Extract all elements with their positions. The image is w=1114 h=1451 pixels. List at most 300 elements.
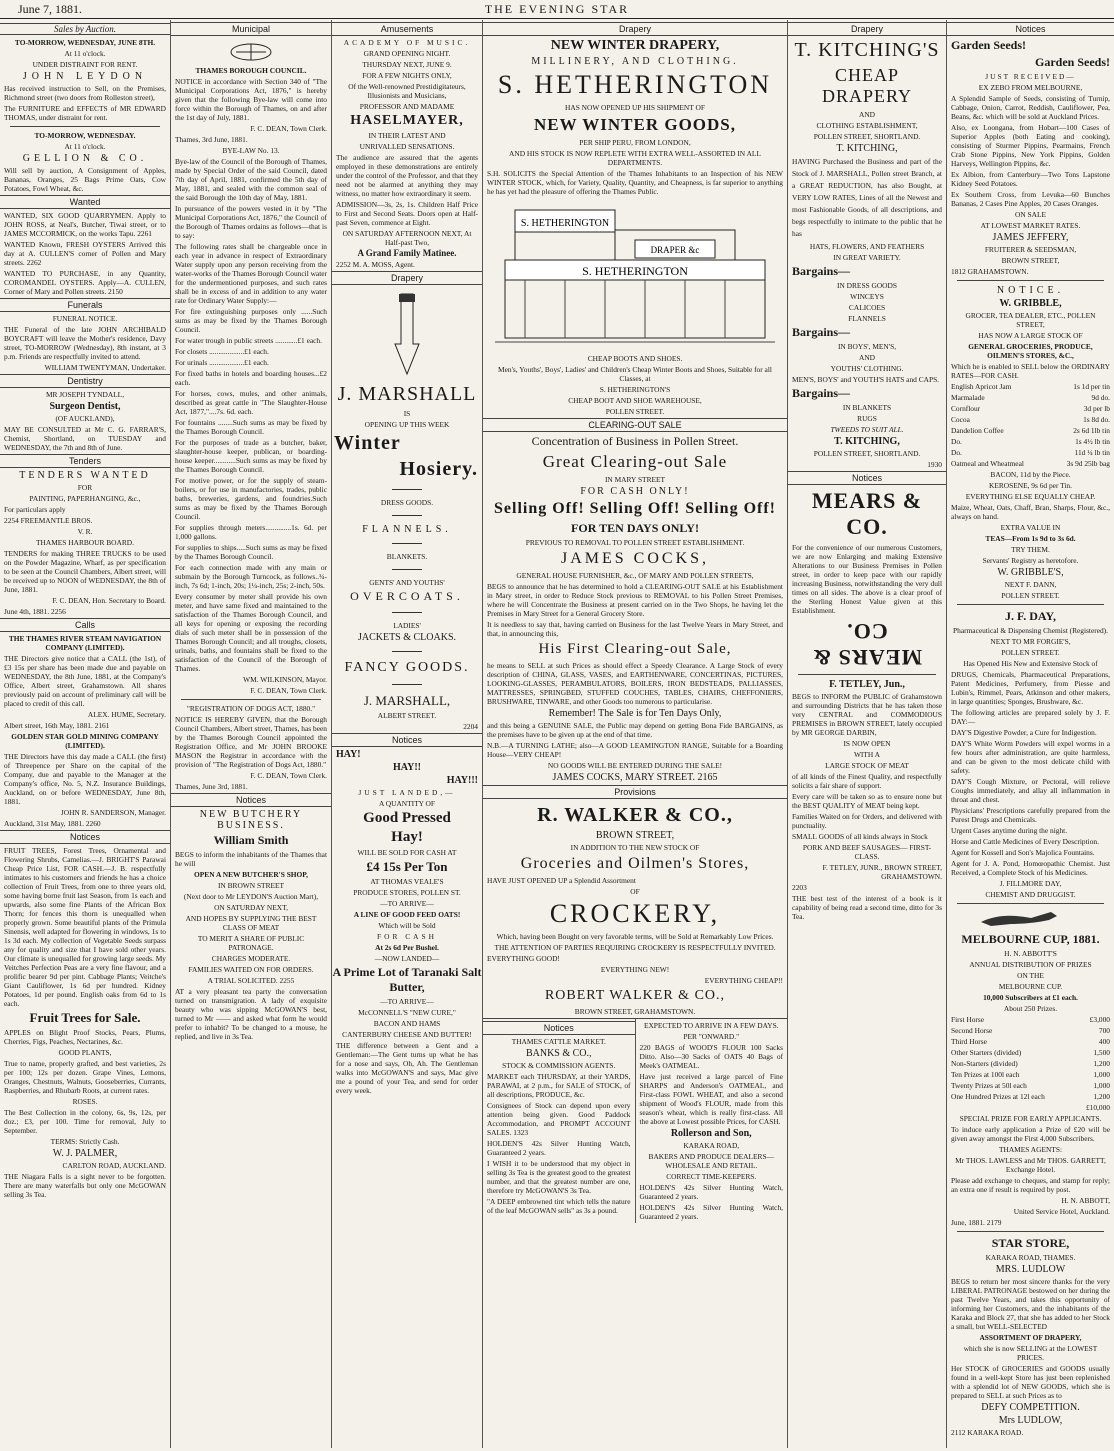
cocks-text: NO GOODS WILL BE ENTERED DURING THE SALE!	[547, 761, 723, 770]
cocks-text: he means to SELL at such Prices as should effect a Speedy Clearance. A Large Stock of every description of CHINA, GLASS, VASES, and EARTHENWARE, CONCERTINAS, PICTURES, LOOKING-GLASSES, PERAMBULATORS, BOILERS, IRON BEDSTEADS, PALLIASSES, MATTRESSES, SPRINGBED, STUFFED COUCHES, TABLES, CHAIRS, CHEFFONIERS, BRUSHWARE, TINWARE, and other Goods too numerous to particularise.	[487, 661, 783, 706]
marshall-opening: OPENING UP THIS WEEK	[364, 420, 450, 429]
gribble-teas: TEAS—From 1s 9d to 3s 6d.	[985, 534, 1076, 543]
banks-name: BANKS & CO.,	[525, 1048, 592, 1059]
seeds-text: AT LOWEST MARKET RATES.	[980, 221, 1081, 230]
prize-row	[951, 1059, 1110, 1068]
kitching-address: POLLEN STREET, SHORTLAND.	[813, 449, 921, 458]
dentist-text: MAY BE CONSULTED at Mr C. G. FARRAR'S, Chemist, Shortland, on TUESDAY and WEDNESDAY, the 7th and 8th of June.	[4, 425, 166, 452]
hay-text: At 2s 6d Per Bushel.	[375, 943, 439, 952]
star-store-ref: 2112 KARAKA ROAD.	[951, 1428, 1024, 1437]
gribble-text: BACON, 11d by the Piece.	[990, 470, 1071, 479]
racehorse-icon	[971, 908, 1091, 928]
auction-date: TO-MORROW, WEDNESDAY.	[34, 131, 136, 140]
butchery-title: NEW BUTCHERY BUSINESS.	[199, 809, 303, 831]
tea-ad: THE Niagara Falls is a sight never to be forgotten. There are many waterfalls but only one McGOWAN selling 3s Tea.	[4, 1172, 166, 1199]
section-municipal: Municipal	[171, 22, 331, 36]
price-row-value: 3d per lb	[1083, 404, 1110, 413]
prize-row	[951, 1048, 1110, 1057]
prize-row	[951, 1026, 1110, 1035]
fruit-trees-text: APPLES on Blight Proof Stocks, Pears, Plums, Cherries, Figs, Peaches, Nectarines, &c.	[4, 1028, 166, 1046]
cocks-text: IN MARY STREET	[604, 475, 666, 484]
notices-right	[636, 1019, 788, 1223]
clerk-signature: F. C. DEAN, Town Clerk.	[250, 686, 327, 695]
bylaw-rate: For horses, cows, mules, and other animals, described as great cattle in "The Slaughter-House Act, 1877,"....7s. 6d. each.	[175, 389, 327, 416]
auction-text: Will sell by auction, A Consignment of Apples, Bananas, Oranges, 25 Bags Prime Oats, Cow Potatoes, Fowl Wheat, &c.	[4, 166, 166, 193]
section-notices: Notices	[947, 22, 1114, 36]
clerk-signature: F. C. DEAN, Town Clerk.	[250, 771, 327, 780]
bargains-label: Bargains—	[792, 264, 851, 278]
bylaw-text: Bye-law of the Council of the Borough of Thames, made by Special Order of the said Council, dated 7th day of April, 1881, confirmed the 5th day of May, 1881, and sealed with the common seal of the said Borough the 10th day of May, 1881.	[175, 157, 327, 202]
kitching-drapery: CHEAP DRAPERY	[821, 65, 913, 106]
bylaw-title: BYE-LAW No. 13.	[222, 146, 280, 155]
gribble-name: W. GRIBBLE,	[999, 298, 1062, 309]
price-row-label: Cocoa	[951, 415, 970, 424]
product-line: LADIES'	[393, 621, 421, 630]
hetherington-text: HAS NOW OPENED UP HIS SHIPMENT OF	[565, 103, 705, 112]
tetley-text: SMALL GOODS of all kinds always in Stock	[792, 832, 928, 841]
cup-signature: United Service Hotel, Auckland.	[1013, 1207, 1110, 1216]
tetley-stock: LARGE STOCK OF MEAT	[825, 761, 909, 770]
boots-shop: S. HETHERINGTON'S	[599, 385, 671, 394]
cup-total: £10,000	[1085, 1103, 1110, 1112]
section-funerals: Funerals	[0, 298, 170, 312]
cocks-text: BEGS to announce that he has determined to hold a CLEARING-OUT SALE at his Establishment in Mary street, in order to Reduce Stock previous to REMOVAL to his Pollen Street Premises, where he will Concentrate the Business at present carried on in the Two Shops, he having let the Premises in Mary Street for a General Grocery Store.	[487, 582, 783, 618]
hay-price: £4 15s Per Ton	[366, 859, 448, 874]
notices-left	[483, 1019, 636, 1223]
section-drapery: Drapery	[788, 22, 946, 36]
walker-address: BROWN STREET, GRAHAMSTOWN.	[574, 1007, 696, 1016]
price-row-label: English Apricot Jam	[951, 382, 1012, 391]
butchery-text: BEGS to inform the inhabitants of the Thames that he will	[175, 850, 327, 868]
cup-text: SPECIAL PRIZE FOR EARLY APPLICANTS.	[959, 1114, 1102, 1123]
show-text: PROFESSOR AND MADAME	[359, 102, 455, 111]
cup-prize-list	[947, 1015, 1114, 1101]
council-title: THAMES BOROUGH COUNCIL.	[195, 66, 307, 75]
cocks-duration: FOR TEN DAYS ONLY!	[571, 521, 699, 535]
ludlow-name: MRS. LUDLOW	[995, 1264, 1066, 1275]
bylaw-rate: For fixed baths in hotels and boarding houses...£2 each.	[175, 369, 327, 387]
prize-row-value: 400	[1098, 1037, 1110, 1046]
prize-row-label: Third Horse	[951, 1037, 987, 1046]
divider	[392, 543, 422, 544]
auction-text: The FURNITURE and EFFECTS of MR EDWARD THOMAS, under distraint for rent.	[4, 104, 166, 122]
marshall-address: ALBERT STREET.	[377, 711, 437, 720]
seller-name: W. J. PALMER,	[52, 1148, 118, 1159]
seeds-text: A Splendid Sample of Seeds, consisting of Turnip, Cabbage, Onion, Carrot, Reddish, Cauliflower, Pea, Beans, &c. which will be sold at Auckland Prices.	[951, 94, 1110, 121]
prize-row	[951, 1081, 1110, 1090]
walker-block	[483, 801, 787, 1018]
day-text: Agent for Kossell and Son's Majolica Fountains.	[951, 848, 1095, 857]
divider	[181, 699, 321, 700]
section-clearing-out-sale: CLEARING-OUT SALE	[483, 418, 787, 432]
tetley-signature: F. TETLEY, JUNR., BROWN STREET, GRAHAMSTOWN.	[822, 863, 942, 881]
tetley-text: Every care will be taken so as to ensure none but the BEST QUALITY of MEAT being kept.	[792, 792, 942, 810]
council-date: Thames, 3rd June, 1881.	[175, 135, 248, 144]
butcher-name: William Smith	[213, 833, 289, 847]
cup-text: ANNUAL DISTRIBUTION OF PRIZES	[969, 960, 1092, 969]
price-row	[951, 404, 1110, 413]
bargain-item: IN BOYS', MEN'S,	[837, 342, 897, 351]
product-line: FANCY GOODS.	[344, 660, 470, 675]
column-6	[947, 20, 1114, 1448]
price-row-label: Do.	[951, 437, 962, 446]
prize-row-label: Ten Prizes at 100l each	[951, 1070, 1020, 1079]
masthead	[0, 0, 1114, 19]
seeds-title: Garden Seeds!	[1035, 55, 1110, 69]
cup-text: To induce early application a Prize of £20 will be given away amongst the First 4,000 Subscribers.	[951, 1125, 1110, 1143]
walker-text: OF	[630, 887, 640, 896]
butchery-location: (Next door to Mr LEYDON'S Auction Mart),	[183, 892, 319, 901]
day-text: POLLEN STREET.	[1001, 648, 1060, 657]
day-name: J. F. DAY,	[1004, 609, 1057, 623]
star-store-text: Her STOCK of GROCERIES and GOODS usually found in a well-kept Store has just been replenished with a splendid lot of NEW GOODS, which she is prepared to SELL at such Prices as to	[951, 1364, 1110, 1400]
price-row-value: 1s 1d per tin	[1073, 382, 1110, 391]
day-text: DAY'S White Worm Powders will expel worms in a few hours after administration, are quite harmless, and can be given to the most delicate child with safety.	[951, 739, 1110, 775]
cup-text: MELBOURNE CUP.	[998, 982, 1063, 991]
market-title: THAMES CATTLE MARKET.	[511, 1037, 606, 1046]
cocks-text: It is needless to say that, having carried on Business for the last Twelve Years in Mary Street, and that, in announcing this,	[487, 620, 783, 638]
wanted-ad: WANTED, SIX GOOD QUARRYMEN. Apply to JOHN ROSS, at Neal's, Butcher, Tiwai street, or to JAMES MCCORMICK, on the works Tapu. 2261	[4, 211, 166, 238]
hay-text: BACON AND HAMS	[373, 1019, 441, 1028]
divider	[10, 126, 160, 127]
prize-row-value: 1,500	[1093, 1048, 1110, 1057]
walker-name: R. WALKER & CO.,	[537, 804, 733, 826]
cup-subscribers: 10,000 Subscribers at £1 each.	[983, 993, 1078, 1002]
royal-mark: V. R.	[77, 527, 93, 536]
bylaw-rate: For supplies to ships.....Such sums as may be fixed by the Thames Borough Council.	[175, 543, 327, 561]
bargain-item: MEN'S, BOYS' and YOUTH'S HATS and CAPS.	[792, 375, 940, 384]
day-text: Has Opened His New and Extensive Stock of	[963, 659, 1098, 668]
seeds-text: Ex Albion, from Canterbury—Two Tons Lapstone Kidney Seed Potatoes.	[951, 170, 1110, 188]
winter-word: Winter	[334, 432, 401, 454]
gribble-text: GENERAL GROCERIES, PRODUCE, OILMEN'S STORES, &C.,	[968, 342, 1093, 360]
price-row	[951, 437, 1110, 446]
seller-address: CARLTON ROAD, AUCKLAND.	[62, 1161, 166, 1170]
dogs-act-title: "REGISTRATION OF DOGS ACT, 1880."	[186, 704, 316, 713]
cup-signature: H. N. ABBOTT,	[1061, 1196, 1110, 1205]
tea-ad: "A DEEP embrowned tint which tells the nature of the leaf McGOWAN sells" as 3s a pound.	[487, 1197, 631, 1215]
hay-text: A QUANTITY OF	[379, 799, 435, 808]
column-2	[171, 20, 332, 1448]
auction-distraint: UNDER DISTRAINT FOR RENT.	[32, 60, 138, 69]
call-ref: Albert street, 16th May, 1881. 2161	[4, 721, 110, 730]
show-text: FOR A FEW NIGHTS ONLY,	[362, 71, 452, 80]
hay-line: HAY!!!	[446, 775, 478, 786]
price-row	[951, 448, 1110, 457]
day-text: DAY'S Cough Mixture, or Pectoral, will relieve Coughs immediately, and allay all inflammation in throat and chest.	[951, 777, 1110, 804]
seeds-text: Also, ex Loongana, from Hobart—100 Cases of Superior Apples (both Eating and cooking), consisting of Sturmer Pippins, Pearmains, French Crab Stone Pippins, New York Pippins, Golden Harveys, Wellington Pippins, &c.	[951, 123, 1110, 168]
cup-text: H. N. ABBOTT'S	[1004, 949, 1057, 958]
product-line: FLANNELS.	[362, 524, 452, 535]
call-text: THE Directors give notice that a CALL (the 1st), of £3 15s per share has been made due and payable on WEDNESDAY, the 8th June, 1881, at the Company's Office, Albert street, Grahamstown. All shares previously paid on account of preliminary call will be placed to credit of this call.	[4, 654, 166, 708]
prize-row-value: 1,000	[1093, 1081, 1110, 1090]
cup-title: MELBOURNE CUP, 1881.	[961, 932, 1100, 946]
divider	[392, 569, 422, 570]
walker-ad	[483, 801, 787, 1018]
price-row	[951, 415, 1110, 424]
gribble-text: HAS NOW A LARGE STOCK OF	[978, 331, 1083, 340]
boots-text: CHEAP BOOT AND SHOE WAREHOUSE,	[568, 396, 702, 405]
fruit-trees-title: Fruit Trees for Sale.	[29, 1010, 141, 1025]
butter-title: A Prime Lot of Taranaki Salt Butter,	[332, 965, 482, 994]
arrival-title: EXPECTED TO ARRIVE IN A FEW DAYS.	[643, 1021, 779, 1030]
gribble-notice: NOTICE.	[996, 285, 1065, 296]
gribble-text: POLLEN STREET.	[1001, 591, 1060, 600]
cocks-text: PREVIOUS TO REMOVAL TO POLLEN STREET ESTABLISHMENT.	[525, 538, 745, 547]
divider	[957, 280, 1104, 281]
auctioneer-name: GELLION & CO.	[22, 153, 148, 164]
venue-name: ACADEMY OF MUSIC.	[343, 38, 471, 47]
roses-text: The Best Collection in the colony, 6s, 9s, 12s, per doz.; £3, per 100. Time for removal, July to September.	[4, 1108, 166, 1135]
bylaw-rate: For water trough in public streets ............£1 each.	[175, 336, 322, 345]
cocks-text: and this being a GENUINE SALE, the Public may depend on getting Bona Fide BARGAINS, as the premises have to be given up at the end of that time.	[487, 721, 783, 739]
gribble-name: W. GRIBBLE'S,	[997, 567, 1064, 578]
auction-time: At 11 o'clock.	[64, 142, 106, 151]
kitching-text: HAVING Purchased the Business and part of the Stock of J. MARSHALL, Pollen street Branch, at a GREAT REDUCTION, has also Bought, at VERY LOW RATES, Lines of all the Newest and most Fashionable Goods, of all descriptions, and begs respectfully to intimate to the public that he has	[792, 157, 942, 238]
tenders-text: TENDERS for making THREE TRUCKS to be used on the Powder Magazine, Wharf, as per specification to be seen at the Council Chambers, Albert street, will be received up to NOON of WEDNESDAY, the 8th of June, 1881.	[4, 549, 166, 594]
bargain-item: TWEEDS TO SUIT ALL.	[830, 425, 904, 434]
price-row-label: Oatmeal and Wheatmeal	[951, 459, 1024, 468]
price-row-label: Do.	[951, 448, 962, 457]
prize-row-value: 1,000	[1093, 1070, 1110, 1079]
coat-of-arms-icon	[226, 40, 276, 62]
divider	[392, 684, 422, 685]
product-line: DRESS GOODS.	[380, 498, 434, 507]
star-store-name: STAR STORE,	[991, 1236, 1070, 1250]
pointing-hand-icon	[387, 289, 427, 379]
banks-text: MARKET each THURSDAY, at their YARDS, PARAWAI, at 2 p.m., for SALE of STOCK, of all descriptions, PRODUCE, &c.	[487, 1072, 631, 1099]
bylaw-text: The following rates shall be chargeable once in each year in advance in respect of Extraordinary Water supply upon any person receiving from the water-works of the Thames Borough Council water for the undermentioned purposes, and such rates shall be in excess of and in addition to any water rate for Ordinary Water Supply:—	[175, 242, 328, 305]
marshall-name: J. MARSHALL,	[363, 693, 451, 708]
auctioneer-name: JOHN LEYDON	[22, 71, 148, 82]
day-text: Agent for J. A. Pond, Homœopathic Chemist. Just Received, a Complete Stock of his Medicines.	[951, 859, 1110, 877]
wanted-ad: WANTED TO PURCHASE, in any Quantity, COROMANDEL OYSTERS. Apply—A. CULLEN, Corner of Mary and Pollen streets. 2150	[4, 269, 166, 296]
council-signature: F. C. DEAN, Town Clerk.	[250, 124, 327, 133]
jeffery-name: JAMES JEFFERY,	[992, 232, 1069, 243]
hay-text: PRODUCE STORES, POLLEN ST.	[353, 888, 461, 897]
tenders-title: TENDERS WANTED	[19, 470, 151, 481]
walker-text: Which, having been Bought on very favorable terms, will be Sold at Remarkably Low Prices.	[496, 932, 774, 941]
kitching-name: T. KITCHING,	[836, 143, 898, 154]
hay-title: Hay!	[391, 829, 423, 845]
gribble-text: TRY THEM.	[1011, 545, 1050, 554]
butchery-open: OPEN A NEW BUTCHER'S SHOP,	[194, 870, 308, 879]
kitching-name: T. KITCHING'S	[794, 39, 940, 61]
bylaw-rate: For motive power, or for the supply of steam-boilers, or for use in manufactories, trades, public baths, breweries, gardens, and foundries.Such sums as may be fixed by the Thames Borough Council.	[175, 476, 327, 521]
section-notices: Notices	[332, 733, 482, 747]
price-row	[951, 393, 1110, 402]
hay-text: McCONNELL'S "NEW CURE,"	[358, 1008, 456, 1017]
section-wanted: Wanted	[0, 195, 170, 209]
day-text: Physicians' Prescriptions carefully prepared from the Purest Drugs and Chemicals.	[951, 806, 1110, 824]
seeds-title: Garden Seeds!	[951, 38, 1026, 52]
star-store-text: BEGS to return her most sincere thanks for the very LIBERAL PATRONAGE bestowed on her during the past Twelve Years, and takes this opportunity of informing her Customers, and the inhabitants of the Karaka and Block 27, that she has added to her Stock a small, but WELL-SELECTED	[951, 1277, 1110, 1331]
bylaw-rate: For closets ...................£1 each.	[175, 347, 269, 356]
gribble-price-list	[947, 382, 1114, 468]
prize-row-label: Other Starters (divided)	[951, 1048, 1022, 1057]
star-store-text: ASSORTMENT OF DRAPERY,	[979, 1333, 1082, 1342]
prize-row-value: 1,200	[1093, 1059, 1110, 1068]
prize-row-label: Second Horse	[951, 1026, 993, 1035]
wanted-ad: WANTED Known, FRESH OYSTERS Arrived this day at A. CULLEN'S corner of Pollen and Mary streets. 2262	[4, 240, 166, 267]
walker-text: EVERYTHING NEW!	[600, 965, 670, 974]
gribble-text: GROCER, TEA DEALER, ETC., POLLEN STREET,	[965, 311, 1096, 329]
fruit-trees-text: True to name, properly grafted, and best varieties, 2s per 100; 12s per dozen. Grape Vines, Lemons, Oranges, Chestnuts, Walnuts, Gooseberries, Currants, Raspberries, and Rhubarb Roots, at current rates.	[4, 1059, 166, 1095]
kitching-address: POLLEN STREET, SHORTLAND.	[813, 132, 921, 141]
dentist-origin: (OF AUCKLAND),	[55, 414, 115, 423]
show-date: THURSDAY NEXT, JUNE 9.	[362, 60, 452, 69]
cup-ref: June, 1881. 2179	[951, 1218, 1002, 1227]
gribble-text: Servants' Registry as heretofore.	[982, 556, 1079, 565]
divider	[957, 1231, 1104, 1232]
hetherington-subhead: MILLINERY, AND CLOTHING.	[531, 56, 739, 67]
cocks-text: N.B.—A TURNING LATHE; also—A GOOD LEAMINGTON RANGE, Suitable for a Boarding House—VERY CHEAP!	[487, 741, 783, 759]
bargain-item: IN DRESS GOODS	[837, 281, 897, 290]
hay-text: —TO ARRIVE—	[380, 997, 434, 1006]
price-row	[951, 459, 1110, 468]
council-notice: NOTICE in accordance with Section 340 of "The Municipal Corporations Act, 1876," is hereby given that the following Bye-law will come into force within the Borough of Thames, on and after the 1st day of July, 1881.	[175, 77, 327, 122]
divider	[392, 489, 422, 490]
boots-text: POLLEN STREET.	[605, 407, 665, 416]
section-notices: Notices	[483, 1021, 635, 1035]
tetley-name: F. TETLEY, Jun.,	[829, 679, 905, 690]
day-text: Horse and Cattle Medicines of Every Description.	[951, 837, 1099, 846]
ad-ref: 1930	[927, 460, 942, 469]
prize-row-value: 700	[1098, 1026, 1110, 1035]
butchery-text: TO MERIT A SHARE OF PUBLIC PATRONAGE.	[197, 934, 305, 952]
butchery-text: CHARGES MODERATE.	[211, 954, 291, 963]
prize-row-label: First Horse	[951, 1015, 985, 1024]
butchery-street: IN BROWN STREET	[217, 881, 285, 890]
funeral-signature: WILLIAM TWENTYMAN, Undertaker.	[44, 363, 166, 372]
cocks-name: JAMES COCKS,	[560, 550, 710, 567]
bylaw-rate: For the purposes of trade as a butcher, baker, slaughter-house keeper, publican, or boarding-house keeper............Such sums as may be fixed by the Thames Borough Council.	[175, 438, 327, 474]
divider	[957, 903, 1104, 904]
kitching-text: IN GREAT VARIETY.	[833, 253, 901, 262]
tenders-text: For particulars apply	[4, 505, 66, 514]
prize-row	[951, 1015, 1110, 1024]
hay-text: FOR CASH	[377, 932, 437, 941]
cup-text: About 250 Prizes.	[1003, 1004, 1058, 1013]
cup-text: THAMES AGENTS:	[998, 1145, 1063, 1154]
ad-ref: 2203	[792, 883, 807, 892]
tetley-text: of all kinds of the Finest Quality, and respectfully solicits a fair share of support.	[792, 772, 942, 790]
rollerson-text: BAKERS AND PRODUCE DEALERS— WHOLESALE AND RETAIL.	[648, 1152, 774, 1170]
jeffery-ref: 1812 GRAHAMSTOWN.	[951, 267, 1029, 276]
hetherington-headline: NEW WINTER DRAPERY,	[550, 38, 720, 53]
column-3	[332, 20, 483, 1448]
tetley-text: PORK AND BEEF SAUSAGES— FIRST-CLASS.	[802, 843, 932, 861]
seeds-text: EX ZEBO FROM MELBOURNE,	[978, 83, 1083, 92]
bargains-label: Bargains—	[792, 386, 851, 400]
bylaw-rate: For urinals ...................£1 each.	[175, 358, 269, 367]
arrival-ship: PER "ONWARD."	[683, 1032, 740, 1041]
product-line: GENTS' AND YOUTHS'	[369, 578, 445, 587]
cup-text: ON THE	[1017, 971, 1044, 980]
tetley-text: BEGS to INFORM the PUBLIC of Grahamstown and surrounding Districts that he has taken those very CENTRAL and COMMODIOUS PREMISES in BROWN STREET, lately occupied by MR GEORGE DARBIN,	[792, 692, 942, 737]
tenders-ref: 2254 FREEMANTLE BROS.	[4, 516, 93, 525]
butchery-text: A TRIAL SOLICITED. 2255	[207, 976, 295, 985]
walker-text: EVERYTHING GOOD!	[487, 954, 560, 963]
call-signature: ALEX. HUME, Secretary.	[87, 710, 166, 719]
bargains-label: Bargains—	[792, 325, 851, 339]
show-text: UNRIVALLED SENSATIONS.	[359, 142, 455, 151]
kitching-text: CLOTHING ESTABLISHMENT,	[816, 121, 918, 130]
butchery-text: FAMILIES WAITED ON FOR ORDERS.	[188, 965, 314, 974]
auction-date: TO-MORROW, WEDNESDAY, JUNE 8TH.	[14, 38, 156, 47]
prize-row-label: Twenty Prizes at 50l each	[951, 1081, 1027, 1090]
column-5	[788, 20, 947, 1448]
show-text: ON SATURDAY AFTERNOON NEXT, At Half-past Two,	[342, 229, 472, 247]
call-text: THE Directors have this day made a CALL (the first) of Threepence per Share on the capital of the Company, due and payable to the Manager at the Company's office, No. 5, N.Z. Insurance Buildings, Auckland, on or before WEDNESDAY, June 8th, 1881.	[4, 752, 166, 806]
prize-row-value: £3,000	[1089, 1015, 1110, 1024]
price-row-value: 1s 8d do.	[1083, 415, 1110, 424]
prize-row-label: One Hundred Prizes at 12l each	[951, 1092, 1045, 1101]
product-line: OVERCOATS.	[350, 589, 464, 603]
price-row-label: Marmalade	[951, 393, 985, 402]
watch-ad: HOLDEN'S 42s Silver Hunting Watch, Guaranteed 2 years.	[639, 1183, 783, 1201]
marshall-is: IS	[403, 409, 411, 418]
hetherington-text: AND HIS STOCK IS NOW REPLETE WITH EXTRA WELL-ASSORTED IN ALL DEPARTMENTS.	[509, 149, 761, 167]
bargain-item: AND	[858, 353, 875, 362]
day-text: DAY'S Digestive Powder, a Cure for Indigestion.	[951, 728, 1097, 737]
hay-text: AT THOMAS VEALE'S	[370, 877, 444, 886]
day-title: Pharmaceutical & Dispensing Chemist (Registered).	[953, 626, 1108, 635]
prize-row-label: Non-Starters (divided)	[951, 1059, 1018, 1068]
cup-text: Please add exchange to cheques, and stamp for reply; an extra one if result is required by post.	[951, 1176, 1110, 1194]
divider	[392, 612, 422, 613]
walker-text: HAVE JUST OPENED UP a Splendid Assortment	[487, 876, 636, 885]
hay-line: HAY!	[336, 749, 361, 760]
price-row-label: Cornflour	[951, 404, 981, 413]
section-calls: Calls	[0, 618, 170, 632]
price-row-value: 1s 4½ lb tin	[1075, 437, 1110, 446]
divider	[957, 604, 1104, 605]
prize-row-value: 1,200	[1093, 1092, 1110, 1101]
dogs-act-text: NOTICE IS HEREBY GIVEN, that the Borough Council Chambers, Albert street, Thames, has been by the Thames Borough Council appointed the Registration Office, and Mr JOHN BROOKE MASON the Registrar in accordance with the provision of "The Registration of Dogs Act, 1880."	[175, 715, 327, 769]
hetherington-name: S. HETHERINGTON	[497, 70, 773, 99]
tenders-ref: June 4th, 1881. 2256	[4, 607, 66, 616]
terms: TERMS: Strictly Cash.	[50, 1137, 120, 1146]
bargain-item: IN BLANKETS	[842, 403, 892, 412]
ad-ref: 2204	[463, 722, 478, 731]
jeffery-street: BROWN STREET,	[1001, 256, 1060, 265]
fruit-trees-text: FRUIT TREES, Forest Trees, Ornamental and Flowering Shrubs, Camelias.—J. BRIGHT'S Parawai Cheap Price List, FOR CASH.—J. B. respectfully intimates to his customers and friends he has a choice collection of Fruit Trees, from one to three years old, some having borne fruit last Season, from 1s each and upwards, also some fine Plants of the African Box Thorn; for fences this thorn is unequalled when properly grown. Some beautiful plants of the Primula Sinensis, well adapted for flowering in windows, 1s to 1s 3d each. My collection of Vegetable Seeds surpass any for quality and size that I have sold other years. Our climate is unequalled for growing large seeds. My Veitches Perfection Peas are a very fine flavour, and a prolific bearer 9d per pint. Cabbage Plants; Veitche's Giant Cauliflower, 1s 6d per hundred. Kidney Potatoes, 1d per pound. English oaks from 6d to 1s each.	[4, 846, 166, 1008]
tetley-open: IS NOW OPEN	[843, 739, 891, 748]
watch-title: CORRECT TIME-KEEPERS.	[666, 1172, 757, 1181]
star-store-text: DEFY COMPETITION.	[981, 1402, 1080, 1413]
show-title: GRAND OPENING NIGHT.	[363, 49, 451, 58]
arrival-text: Have just received a large parcel of Fine SHARPS and Anderson's OATMEAL, and First-class FOWL WHEAT, and also a second shipment of Wood's FLOUR, made from this season's wheat, which is really first-class. All the above at Lowest possible Prices, for CASH.	[639, 1072, 783, 1126]
gribble-text: Which he is enabled to SELL below the ORDINARY RATES—FOR CASH.	[951, 362, 1110, 380]
kitching-name: T. KITCHING,	[834, 436, 900, 447]
day-text: The following articles are prepared solely by J. F. DAY:—	[951, 708, 1110, 726]
divider	[392, 651, 422, 652]
tea-ad: THE difference between a Gent and a Gentleman:—The Gent turns up what he has for a nose and says, Oh, Ah. The Gentleman walks into McGOWAN'S and says, Mac give me a pound of your Tea, and send for order every week.	[336, 1041, 478, 1095]
cocks-sale-title: Great Clearing-out Sale	[542, 452, 728, 471]
hetherington-text: PER SHIP PERU, FROM LONDON,	[579, 138, 691, 147]
divider	[392, 515, 422, 516]
walker-name: ROBERT WALKER & CO.,	[544, 988, 726, 1003]
shop-sign-upper: S. HETHERINGTON	[520, 218, 610, 229]
section-drapery: Drapery	[483, 22, 787, 36]
hetherington-text: S.H. SOLICITS the Special Attention of the Thames Inhabitants to an Inspection of his NEW WINTER STOCK, which, for Variety, Quality, Quantity, and Cheapness, is far superior to anything he has yet had the pleasure of offering the Thames Public.	[487, 169, 783, 196]
gribble-text: Maize, Wheat, Oats, Chaff, Bran, Sharps, Flour, &c., always on hand.	[951, 503, 1110, 521]
cup-text: Mr THOS. LAWLESS and Mr THOS. GARRETT, Exchange Hotel.	[955, 1156, 1106, 1174]
bylaw-rate: For fountains ........Such sums as may be fixed by the Thames Borough Council.	[175, 418, 327, 436]
jeffery-trade: FRUITERER & SEEDSMAN,	[984, 245, 1077, 254]
company-name: THE THAMES RIVER STEAM NAVIGATION COMPANY (LIMITED).	[8, 634, 162, 652]
